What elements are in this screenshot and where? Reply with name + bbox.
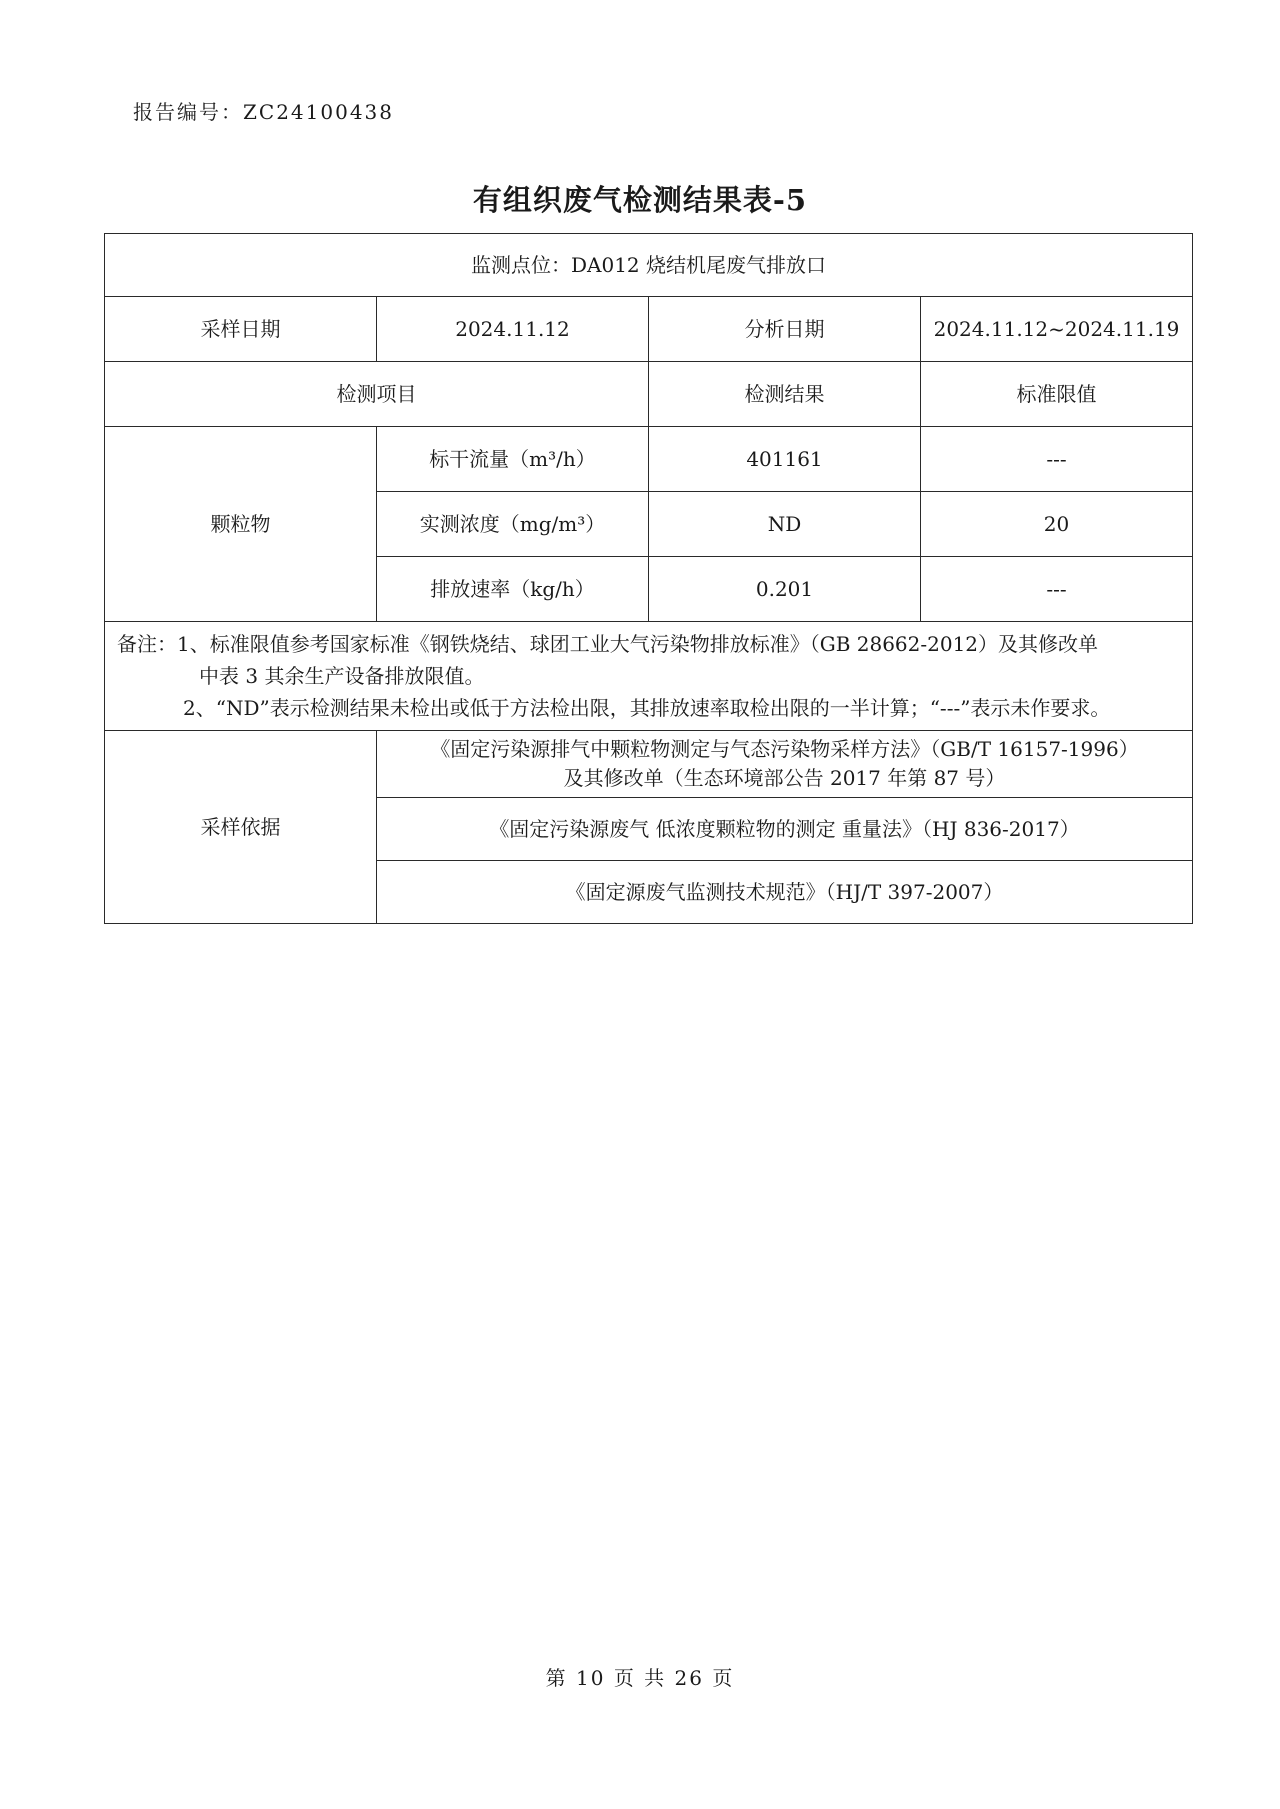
page-number: 第 10 页 共 26 页 <box>545 1666 735 1690</box>
basis-row <box>105 731 1193 798</box>
result-value: 401161 <box>649 427 921 492</box>
limit-value: 20 <box>921 492 1193 557</box>
note-line-3: 2、“ND”表示检测结果未检出或低于方法检出限，其排放速率取检出限的一半计算；“---”表示未作要求。 <box>183 696 1111 720</box>
note-line-2: 中表 3 其余生产设备排放限值。 <box>199 664 485 688</box>
header-row <box>105 362 1193 427</box>
parameter-name: 排放速率（kg/h） <box>377 557 649 622</box>
limit-value: --- <box>921 427 1193 492</box>
note-line-1: 备注：1、标准限值参考国家标准《钢铁烧结、球团工业大气污染物排放标准》（GB 28662-2012）及其修改单 <box>117 632 1099 656</box>
basis-standard-1-line-1: 《固定污染源排气中颗粒物测定与气态污染物采样方法》（GB/T 16157-1996） <box>430 737 1139 761</box>
sampling-date: 2024.11.12 <box>377 297 649 362</box>
sampling-date-label: 采样日期 <box>105 297 377 362</box>
limit-value: --- <box>921 557 1193 622</box>
column-header-item: 检测项目 <box>105 362 649 427</box>
basis-standard-2: 《固定污染源废气 低浓度颗粒物的测定 重量法》（HJ 836-2017） <box>377 798 1193 861</box>
result-value: ND <box>649 492 921 557</box>
basis-standard-1-line-2: 及其修改单（生态环境部公告 2017 年第 87 号） <box>563 766 1006 790</box>
column-header-result: 检测结果 <box>649 362 921 427</box>
basis-standard-1 <box>377 731 1193 798</box>
results-table <box>104 233 1193 924</box>
site-row <box>105 234 1193 297</box>
table-row <box>105 427 1193 492</box>
parameter-name: 实测浓度（mg/m³） <box>377 492 649 557</box>
sampling-basis-label: 采样依据 <box>105 731 377 924</box>
notes-row <box>105 622 1193 731</box>
result-value: 0.201 <box>649 557 921 622</box>
parameter-name: 标干流量（m³/h） <box>377 427 649 492</box>
column-header-limit: 标准限值 <box>921 362 1193 427</box>
page-title: 有组织废气检测结果表-5 <box>472 183 808 217</box>
basis-standard-3: 《固定源废气监测技术规范》（HJ/T 397-2007） <box>377 861 1193 924</box>
analysis-date-label: 分析日期 <box>649 297 921 362</box>
analysis-date: 2024.11.12~2024.11.19 <box>921 297 1193 362</box>
report-number: 报告编号：ZC24100438 <box>133 100 394 124</box>
notes-cell <box>105 622 1193 731</box>
pollutant-name: 颗粒物 <box>105 427 377 622</box>
date-row <box>105 297 1193 362</box>
monitoring-site: 监测点位：DA012 烧结机尾废气排放口 <box>105 234 1193 297</box>
